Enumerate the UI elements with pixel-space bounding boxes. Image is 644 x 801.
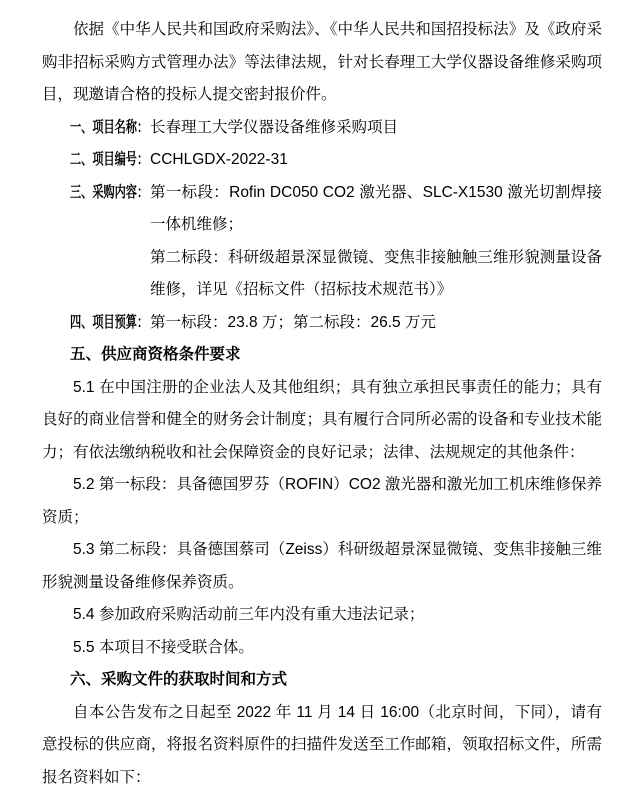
clause-5-2: 5.2 第一标段：具备德国罗芬（ROFIN）CO2 激光器和激光加工机床维修保养资质；	[42, 476, 602, 526]
clause-5-5: 5.5 本项目不接受联合体。	[73, 638, 254, 656]
procurement-content-lot1: 第一标段：Rofin DC050 CO2 激光器、SLC-X1530 激光切割焊接一体机维修；	[150, 183, 602, 233]
acquisition-paragraph: 自本公告发布之日起至 2022 年 11 月 14 日 16:00（北京时间，下同），请有意投标的供应商，将报名资料原件的扫描件发送至工作邮箱，领取招标文件，所需报名资料如下：	[42, 703, 602, 786]
procurement-content-lot2: 第二标段：科研级超景深显微镜、变焦非接触触三维形貌测量设备维修，详见《招标文件（招标技术规范书）》	[150, 248, 602, 298]
section-heading-supplier-qualification: 五、供应商资格条件要求	[70, 346, 241, 363]
item-project-budget-value: 第一标段：23.8 万；第二标段：26.5 万元	[150, 313, 436, 331]
item-procurement-content-label: 三、采购内容：	[70, 183, 149, 201]
clause-5-3: 5.3 第二标段：具备德国蔡司（Zeiss）科研级超景深显微镜、变焦非接触三维形貌测量设备维修保养资质。	[42, 541, 602, 591]
item-project-number-label: 二、项目编号：	[70, 151, 149, 168]
clause-5-4: 5.4 参加政府采购活动前三年内没有重大违法记录；	[73, 606, 425, 623]
item-project-number	[70, 144, 602, 177]
intro-paragraph: 依据《中华人民共和国政府采购法》、《中华人民共和国招投标法》及《政府采购非招标采购方式管理办法》等法律法规，针对长春理工大学仪器设备维修采购项目，现邀请合格的投标人提交密封报价件。	[42, 21, 602, 103]
item-project-name-value: 长春理工大学仪器设备维修采购项目	[150, 118, 399, 136]
section-heading-document-acquisition: 六、采购文件的获取时间和方式	[70, 671, 288, 688]
item-project-budget-label: 四、项目预算：	[70, 313, 149, 331]
item-procurement-content	[70, 177, 602, 307]
item-project-name	[70, 112, 602, 145]
item-project-number-value: CCHLGDX-2022-31	[150, 151, 288, 168]
clause-5-1: 5.1 在中国注册的企业法人及其他组织；具有独立承担民事责任的能力；具有良好的商业信誉和健全的财务会计制度；具有履行合同所必需的设备和专业技术能力；有依法缴纳税收和社会保障资金的良好记录；法律、法规规定的其他条件：	[42, 378, 602, 461]
item-project-name-label: 一、项目名称：	[70, 118, 149, 136]
item-procurement-content-value	[150, 177, 602, 307]
item-project-budget	[70, 307, 602, 340]
